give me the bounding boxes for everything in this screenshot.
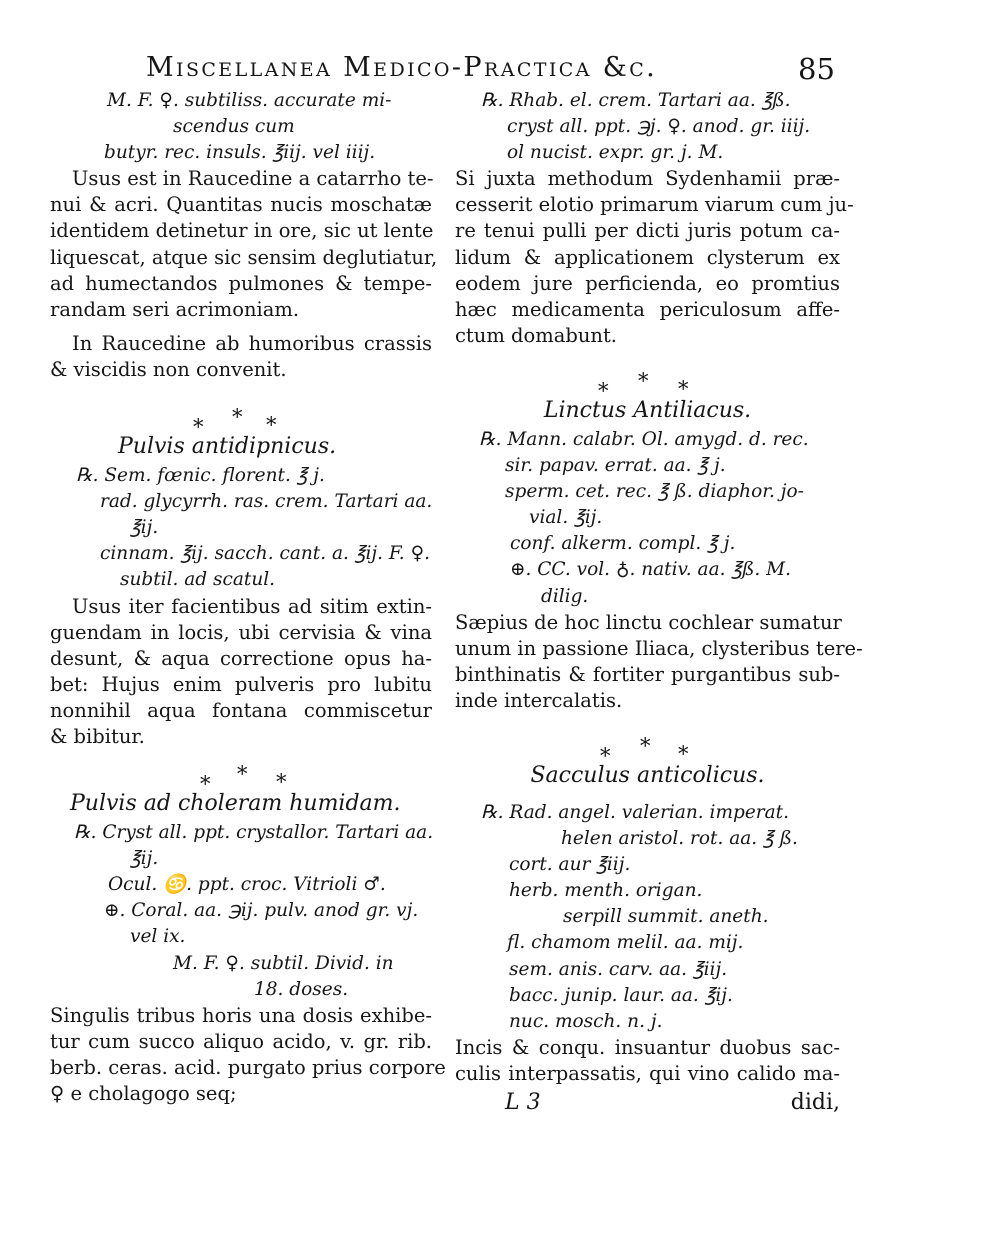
page-number: 85 bbox=[798, 52, 835, 86]
asterisk: * bbox=[193, 415, 204, 440]
paragraph-line: ctum domabunt. bbox=[455, 323, 617, 347]
asterisk: * bbox=[232, 405, 243, 430]
page-header bbox=[0, 0, 1000, 90]
section-cholera bbox=[50, 762, 446, 1107]
recipe-line: nuc. mosch. n. j. bbox=[509, 1010, 663, 1032]
paragraph-line: randam seri acrimoniam. bbox=[50, 297, 300, 321]
paragraph-line: Usus est in Raucedine a catarrho te- bbox=[72, 167, 434, 191]
paragraph-line: guendam in locis, ubi cervisia & vina bbox=[50, 620, 432, 644]
paragraph-line: Usus iter facientibus ad sitim extin- bbox=[72, 594, 432, 618]
recipe-line: ⊕. Coral. aa. ℈ij. pulv. anod gr. vj. bbox=[104, 900, 419, 922]
recipe-line: Ocul. ♋. ppt. croc. Vitrioli ♂. bbox=[108, 874, 386, 896]
recipe-line: fl. chamom melil. aa. mij. bbox=[507, 932, 744, 954]
asterisk: * bbox=[678, 376, 689, 401]
paragraph-line: desunt, & aqua correctione opus ha- bbox=[50, 646, 432, 670]
paragraph-line: re tenui pulli per dicti juris potum ca- bbox=[455, 219, 840, 243]
recipe-line: vial. ℥ij. bbox=[529, 507, 603, 529]
paragraph-line: ♀ e cholagogo seq; bbox=[50, 1082, 237, 1105]
asterisk: * bbox=[266, 413, 277, 438]
paragraph-line: Si juxta methodum Sydenhamii præ- bbox=[455, 167, 840, 191]
recipe-line: sir. papav. errat. aa. ℥ j. bbox=[505, 455, 726, 477]
paragraph-line: identidem detinetur in ore, sic ut lente bbox=[50, 219, 434, 243]
asterisk: * bbox=[200, 772, 211, 797]
paragraph-line: nui & acri. Quantitas nucis moschatæ bbox=[50, 193, 432, 217]
recipe-line: ℞. Cryst all. ppt. crystallor. Tartari aa. bbox=[74, 822, 434, 844]
asterisk: * bbox=[600, 743, 611, 768]
recipe-line: ℥ij. bbox=[130, 848, 159, 870]
formula-line: butyr. rec. insuls. ℥iij. vel iiij. bbox=[104, 142, 376, 164]
paragraph-line: lidum & applicationem clysterum ex bbox=[455, 245, 840, 269]
paragraph-line: In Raucedine ab humoribus crassis bbox=[72, 331, 432, 355]
recipe-line: ℞. Rad. angel. valerian. imperat. bbox=[481, 801, 789, 823]
paragraph-line: liquescat, atque sic sensim deglutiatur, bbox=[50, 245, 438, 269]
section-antiliacus bbox=[455, 368, 863, 714]
paragraph-line: inde intercalatis. bbox=[455, 688, 623, 712]
recipe-line: ℞. Sem. fœnic. florent. ℥ j. bbox=[76, 465, 325, 487]
recipe-line: ℥ij. bbox=[130, 517, 159, 539]
catchword: didi, bbox=[790, 1090, 840, 1115]
recipe-line: helen aristol. rot. aa. ℥ ß. bbox=[561, 828, 798, 850]
section-heading: Linctus Antiliacus. bbox=[543, 397, 752, 423]
recipe-line: rad. glycyrrh. ras. crem. Tartari aa. bbox=[100, 491, 433, 513]
running-title: Miscellanea Medico-Practica &c. bbox=[146, 52, 658, 83]
paragraph-line: bet: Hujus enim pulveris pro lubitu bbox=[50, 672, 432, 696]
usus-paragraph bbox=[50, 166, 438, 323]
recipe-line: 18. doses. bbox=[254, 978, 349, 1000]
paragraph-line: Incis & conqu. insuantur duobus sac- bbox=[455, 1035, 840, 1059]
recipe-line: M. F. ♀. subtil. Divid. in bbox=[173, 952, 394, 974]
note-paragraph bbox=[50, 331, 432, 383]
paragraph-line: unum in passione Iliaca, clysteribus tere- bbox=[455, 636, 863, 660]
formula-line: M. F. ♀. subtiliss. accurate mi- bbox=[107, 90, 392, 111]
recipe-line: dilig. bbox=[541, 585, 589, 607]
recipe-line: serpill summit. aneth. bbox=[563, 906, 769, 928]
recipe-line: herb. menth. origan. bbox=[509, 880, 703, 902]
recipe-line: sem. anis. carv. aa. ℥iij. bbox=[509, 958, 728, 980]
paragraph-line: tur cum succo aliquo acido, v. gr. rib. bbox=[50, 1029, 432, 1053]
formula-block bbox=[455, 88, 840, 166]
section-antidipnicus bbox=[50, 407, 432, 750]
paragraph-line: hæc medicamenta periculosum affe- bbox=[455, 297, 840, 321]
paragraph-line: eodem jure perficienda, eo promtius bbox=[455, 271, 840, 295]
asterism bbox=[50, 405, 432, 440]
section-anticolicus bbox=[455, 733, 840, 1087]
section-heading: Sacculus anticolicus. bbox=[530, 762, 765, 788]
paragraph-line: & viscidis non convenit. bbox=[50, 357, 287, 381]
asterisk: * bbox=[640, 733, 651, 758]
formula-line: scendus cum bbox=[173, 116, 295, 138]
paragraph-line: Singulis tribus horis una dosis exhibe- bbox=[50, 1003, 432, 1027]
recipe-line: cort. aur ℥iij. bbox=[509, 854, 631, 876]
recipe-line: sperm. cet. rec. ℥ ß. diaphor. jo- bbox=[505, 481, 804, 503]
paragraph-line: & bibitur. bbox=[50, 724, 145, 748]
asterisk: * bbox=[598, 378, 609, 403]
paragraph-line: ad humectandos pulmones & tempe- bbox=[50, 271, 432, 295]
paragraph-line: berb. ceras. acid. purgato prius corpore bbox=[50, 1055, 446, 1079]
paragraph-line: culis interpassatis, qui vino calido ma- bbox=[455, 1061, 840, 1085]
paragraph-line: Sæpius de hoc linctu cochlear sumatur bbox=[455, 610, 842, 634]
recipe-line: subtil. ad scatul. bbox=[120, 569, 276, 591]
asterisk: * bbox=[276, 770, 287, 795]
signature-mark: L 3 bbox=[505, 1090, 541, 1115]
recipe-line: cinnam. ℥ij. sacch. cant. a. ℥ij. F. ♀. bbox=[100, 543, 430, 565]
formula-line: cryst all. ppt. ℈j. ♀. anod. gr. iiij. bbox=[507, 116, 811, 138]
asterism bbox=[50, 762, 432, 797]
formula-line: ol nucist. expr. gr. j. M. bbox=[507, 142, 724, 164]
paragraph-line: nonnihil aqua fontana commiscetur bbox=[50, 698, 432, 722]
asterisk: * bbox=[678, 741, 689, 766]
recipe-line: bacc. junip. laur. aa. ℥ij. bbox=[509, 984, 733, 1006]
recipe-line: conf. alkerm. compl. ℥ j. bbox=[510, 533, 736, 555]
note-paragraph bbox=[455, 166, 854, 349]
formula-line: ℞. Rhab. el. crem. Tartari aa. ℥ß. bbox=[481, 90, 791, 111]
right-column bbox=[455, 88, 863, 1119]
section-heading: Pulvis ad choleram humidam. bbox=[70, 791, 401, 817]
section-heading: Pulvis antidipnicus. bbox=[118, 434, 337, 460]
recipe-line: ℞. Mann. calabr. Ol. amygd. d. rec. bbox=[479, 428, 809, 450]
left-column bbox=[50, 88, 446, 1107]
paragraph-line: cesserit elotio primarum viarum cum ju- bbox=[455, 193, 854, 217]
recipe-line: vel ix. bbox=[130, 926, 186, 948]
asterisk: * bbox=[638, 368, 649, 393]
formula-block bbox=[50, 88, 432, 166]
asterism bbox=[455, 368, 840, 403]
asterism bbox=[455, 733, 840, 768]
asterisk: * bbox=[237, 762, 248, 787]
recipe-line: ⊕. CC. vol. ♁. nativ. aa. ℥ß. M. bbox=[510, 559, 791, 581]
page-footer bbox=[455, 1087, 840, 1119]
paragraph-line: binthinatis & fortiter purgantibus sub- bbox=[455, 662, 840, 686]
